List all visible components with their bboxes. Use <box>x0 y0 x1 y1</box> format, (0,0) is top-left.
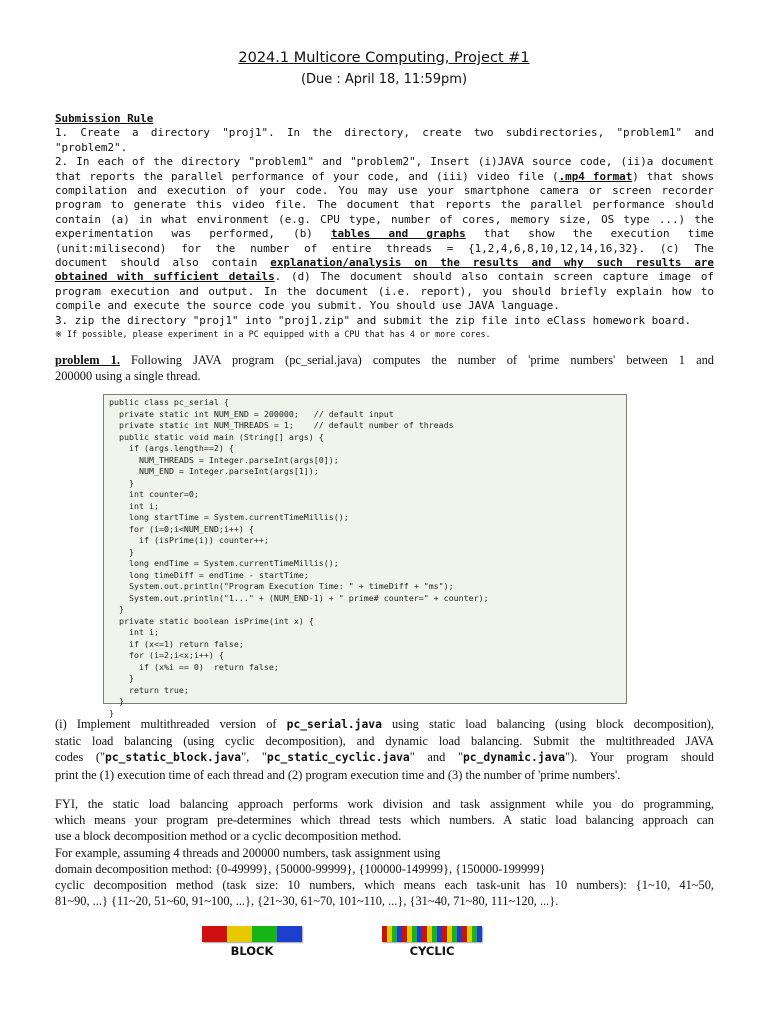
task-text: codes (" <box>55 750 106 765</box>
problem-1-line: 200000 using a single thread. <box>55 369 201 384</box>
cyclic-decomposition-bar <box>382 926 482 942</box>
filename-static-block: pc_static_block.java <box>105 751 242 765</box>
rule-2-line: compilation and execution of your code. You may use your smartphone camera or screen recorder <box>55 184 714 198</box>
document-title: 2024.1 Multicore Computing, Project #1 <box>238 50 530 66</box>
rule-text: ) that shows <box>632 169 714 183</box>
problem-1-text: Following JAVA program (pc_serial.java) computes the number of 'prime numbers' between 1 and <box>119 353 714 367</box>
fyi-line: cyclic decomposition method (task size: 10 numbers, which means each task-unit has 10 numbers): {1~10, 41~50, <box>55 878 714 893</box>
rule-2-line: compile and execute the source code you submit. You should use JAVA language. <box>55 299 560 313</box>
rule-2-line: 2. In each of the directory "problem1" and "problem2", Insert (i)JAVA source code, (ii)a document <box>55 155 714 169</box>
task-line: static load balancing (using cyclic decomposition), and dynamic load balancing. Submit the multithreaded JAVA <box>55 734 714 749</box>
rule-3-line: 3. zip the directory "proj1" into "proj1.zip" and submit the zip file into eClass homework board. <box>55 313 692 327</box>
task-description <box>55 716 714 783</box>
rule-text: . (d) The document should also contain screen capture image of <box>274 270 714 284</box>
rule-2-line <box>55 170 714 184</box>
task-line <box>55 716 714 733</box>
rule-2-line: contain (a) in what environment (e.g. CPU type, number of cores, memory size, OS type ...) the <box>55 212 714 226</box>
code-listing <box>103 394 627 718</box>
analysis-emphasis: explanation/analysis on the results and why such results are <box>270 256 714 270</box>
block-segment <box>202 926 227 942</box>
pc-serial-code: public class pc_serial { private static int NUM_END = 200000; // default input private static int NUM_THREADS = 1; // default number of threads public static void main (String[] args) { if (args.length==2) { NUM_THREADS = Integer.parseInt(args[0]); NUM_END = Integer.parseInt(args[1]); } int counter=0; int i; long startTime = System.currentTimeMillis(); for (i=0;i<NUM_END;i++) { if (isPrime(i)) counter++; } long endTime = System.currentTimeMillis(); long timeDiff = endTime - startTime; System.out.println("Program Execution Time: " + timeDiff + "ms"); System.out.println("1..." + (NUM_END-1) + " prime# counter=" + counter); } private static boolean isPrime(int x) { int i; if (x<=1) return false; for (i=2;i<x;i++) { if (x%i == 0) return false; } return true; } } <box>109 397 489 718</box>
fyi-line: FYI, the static load balancing approach performs work division and task assignment while you do programming, <box>55 797 714 811</box>
fyi-section <box>55 796 714 909</box>
cpu-note: ※ If possible, please experiment in a PC equipped with a CPU that has 4 or more cores. <box>55 329 491 340</box>
rule-2-line: program to generate this video file. The document that reports the parallel performance should <box>55 198 714 212</box>
task-text: using static load balancing (using block decomposition), <box>381 717 714 731</box>
rule-text: that show the execution time <box>465 227 714 241</box>
cyclic-label: CYCLIC <box>409 944 455 958</box>
task-text: ", " <box>241 750 267 765</box>
submission-rule-heading: Submission Rule <box>55 112 154 125</box>
task-text: " and " <box>409 750 463 765</box>
block-segment <box>277 926 302 942</box>
fyi-line: use a block decomposition method or a cyclic decomposition method. <box>55 829 402 844</box>
rule-text: experimentation was performed, (b) <box>55 227 331 241</box>
rule-1-line: 1. Create a directory "proj1". In the directory, create two subdirectories, "problem1" and <box>55 126 714 140</box>
rule-2-line: program execution and output. In the document (i.e. report), you should briefly explain how to <box>55 284 714 298</box>
rule-1-line: "problem2". <box>55 140 128 154</box>
block-segment <box>252 926 277 942</box>
rule-text: that reports the parallel performance of your code, and (iii) video file ( <box>55 169 559 183</box>
due-date: (Due : April 18, 11:59pm) <box>300 72 468 87</box>
cyclic-segment <box>477 926 482 942</box>
problem-1-line <box>55 352 714 368</box>
fyi-line: For example, assuming 4 threads and 200000 numbers, task assignment using <box>55 845 441 860</box>
tables-graphs-emphasis: tables and graphs <box>331 227 466 241</box>
submission-rules <box>55 112 714 340</box>
block-decomposition-bar <box>202 926 302 942</box>
problem-1-intro <box>55 352 714 384</box>
mp4-format-emphasis: .mp4 format <box>558 169 633 183</box>
rule-2-line <box>55 256 714 270</box>
block-label: BLOCK <box>230 944 274 958</box>
problem-1-label: problem 1. <box>55 353 120 367</box>
task-text: (i) Implement multithreaded version of <box>55 717 287 731</box>
fyi-line: domain decomposition method: {0-49999}, {50000-99999}, {100000-149999}, {150000-199999} <box>55 861 546 876</box>
filename-static-cyclic: pc_static_cyclic.java <box>266 751 410 765</box>
rule-2-line: (unit:milisecond) for the number of entire threads = {1,2,4,6,8,10,12,14,16,32}. (c) The <box>55 241 714 255</box>
filename-pc-serial: pc_serial.java <box>286 718 382 731</box>
fyi-line: 81~90, ...} {11~20, 51~60, 91~100, ...}, {21~30, 61~70, 101~110, ...}, {31~40, 71~80, 111~120, ...}. <box>55 894 559 909</box>
task-line <box>55 749 714 766</box>
filename-dynamic: pc_dynamic.java <box>463 751 566 765</box>
rule-2-line <box>55 270 714 284</box>
block-segment <box>227 926 252 942</box>
rule-2-line <box>55 227 714 241</box>
analysis-emphasis: obtained with sufficient details <box>55 270 275 284</box>
task-line: print the (1) execution time of each thread and (2) program execution time and (3) the number of 'prime numbers'. <box>55 767 621 782</box>
rule-text: document should also contain <box>55 256 271 270</box>
fyi-line: which means your program pre-determines which thread tests which numbers. A static load balancing approach can <box>55 813 714 828</box>
task-text: "). Your program should <box>565 750 714 765</box>
